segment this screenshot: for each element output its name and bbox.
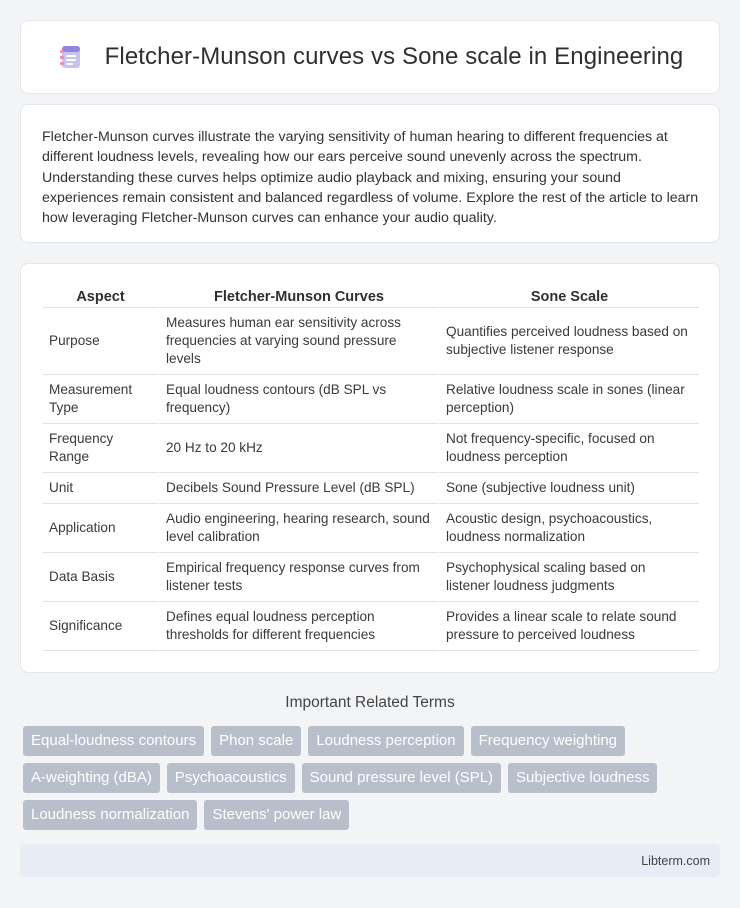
intro-card <box>20 104 720 243</box>
footer-site-link[interactable]: Libterm.com <box>641 853 710 868</box>
row-sone-scale: Acoustic design, psychoacoustics, loudness normalization <box>438 504 699 553</box>
tag-psychoacoustics[interactable]: Psychoacoustics <box>167 763 295 793</box>
header-aspect: Aspect <box>43 286 158 308</box>
table-row <box>43 602 699 651</box>
table-row <box>43 308 699 375</box>
header-sone-scale: Sone Scale <box>438 286 699 308</box>
row-fletcher-munson: Measures human ear sensitivity across frequencies at varying sound pressure levels <box>158 308 438 375</box>
related-terms-title: Important Related Terms <box>285 694 455 711</box>
table-row <box>43 424 699 473</box>
row-sone-scale: Psychophysical scaling based on listener loudness judgments <box>438 553 699 602</box>
comparison-table <box>43 286 699 651</box>
row-aspect: Measurement Type <box>43 375 158 424</box>
footer <box>20 844 720 877</box>
row-sone-scale: Quantifies perceived loudness based on subjective listener response <box>438 308 699 375</box>
title-wrap <box>57 43 684 71</box>
tag-sound-pressure-level[interactable]: Sound pressure level (SPL) <box>302 763 501 793</box>
tag-loudness-normalization[interactable]: Loudness normalization <box>23 800 197 830</box>
table-row <box>43 553 699 602</box>
tag-equal-loudness-contours[interactable]: Equal-loudness contours <box>23 726 204 756</box>
title-card <box>20 20 720 94</box>
table-row <box>43 504 699 553</box>
row-sone-scale: Sone (subjective loudness unit) <box>438 473 699 504</box>
tag-phon-scale[interactable]: Phon scale <box>211 726 301 756</box>
intro-paragraph: Fletcher-Munson curves illustrate the varying sensitivity of human hearing to different frequencies at different loudness levels, revealing how our ears perceive sound unevenly across the spectrum. Understanding these curves helps optimize audio playback and mixing, ensuring your sound experiences remain consistent and balanced regardless of volume. Explore the rest of the article to learn how leveraging Fletcher-Munson curves can enhance your audio quality. <box>42 129 699 227</box>
row-fletcher-munson: Audio engineering, hearing research, sound level calibration <box>158 504 438 553</box>
row-sone-scale: Provides a linear scale to relate sound pressure to perceived loudness <box>438 602 699 651</box>
table-row <box>43 375 699 424</box>
row-aspect: Unit <box>43 473 158 504</box>
comparison-card <box>20 263 720 673</box>
row-fletcher-munson: Equal loudness contours (dB SPL vs frequency) <box>158 375 438 424</box>
page-title: Fletcher-Munson curves vs Sone scale in Engineering <box>104 43 684 70</box>
row-aspect: Data Basis <box>43 553 158 602</box>
tag-frequency-weighting[interactable]: Frequency weighting <box>471 726 625 756</box>
row-aspect: Frequency Range <box>43 424 158 473</box>
tag-subjective-loudness[interactable]: Subjective loudness <box>508 763 657 793</box>
table-header-row <box>43 286 699 308</box>
tag-a-weighting[interactable]: A-weighting (dBA) <box>23 763 160 793</box>
row-fletcher-munson: Empirical frequency response curves from listener tests <box>158 553 438 602</box>
row-aspect: Purpose <box>43 308 158 375</box>
row-fletcher-munson: 20 Hz to 20 kHz <box>158 424 438 473</box>
header-fletcher-munson: Fletcher-Munson Curves <box>158 286 438 308</box>
row-aspect: Significance <box>43 602 158 651</box>
row-fletcher-munson: Defines equal loudness perception thresholds for different frequencies <box>158 602 438 651</box>
row-fletcher-munson: Decibels Sound Pressure Level (dB SPL) <box>158 473 438 504</box>
related-terms-list <box>23 726 723 830</box>
tag-loudness-perception[interactable]: Loudness perception <box>308 726 463 756</box>
table-row <box>43 473 699 504</box>
row-sone-scale: Relative loudness scale in sones (linear perception) <box>438 375 699 424</box>
tag-stevens-power-law[interactable]: Stevens' power law <box>204 800 349 830</box>
row-aspect: Application <box>43 504 158 553</box>
row-sone-scale: Not frequency-specific, focused on loudness perception <box>438 424 699 473</box>
document-icon <box>57 43 85 71</box>
